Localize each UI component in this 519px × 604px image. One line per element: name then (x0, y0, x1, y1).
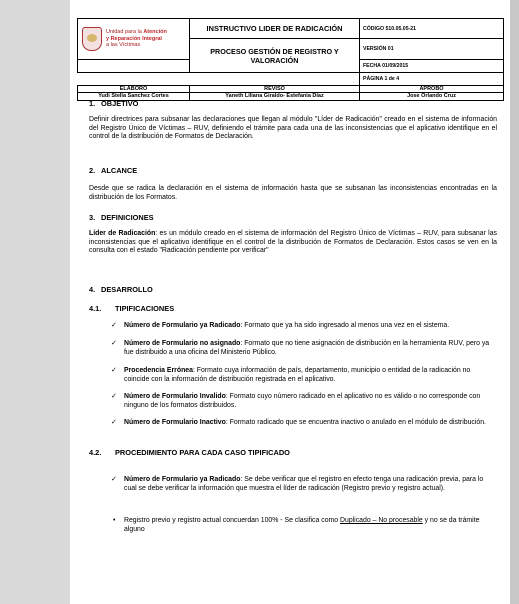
procedure-bullet: • Registro previo y registro actual concuerdan 100% - Se clasifica como Duplicado – No procesable y no se da trámite alguno (113, 517, 480, 533)
aprobo-name: Jose Orlando Cruz (360, 93, 504, 101)
coat-of-arms-icon (82, 27, 102, 51)
document-date: FECHA 01/09/2015 (360, 60, 504, 73)
reviso-name: Yaneth Liliana Giraldo- Estefania Díaz (190, 93, 360, 101)
checkmark-icon: ✓ (111, 367, 117, 374)
elaboro-name: Yudi Stella Sanchez Cortes (78, 93, 190, 101)
list-item: ✓ Número de Formulario ya Radicado: Formato que ya ha sido ingresado al menos una vez en el sistema. (111, 322, 450, 329)
checkmark-icon: ✓ (111, 340, 117, 347)
section-desarrollo-heading: 4. DESARROLLO (89, 285, 153, 294)
subsection-tipificaciones-heading: 4.1. TIPIFICACIONES (89, 304, 175, 313)
list-item: ✓ Número de Formulario Invalido: Formato cuyo número radicado en el aplicativo no es válido o no corresponde con ninguno de los formatos distribuidos. (111, 393, 481, 409)
procedure-item: ✓ Número de Formulario ya Radicado: Se debe verificar que el registro en efecto tenga una radicación previa, para lo cual se debe verificar la información que muestra el líder de radicación (Registro previo y registro actual). (111, 476, 484, 492)
checkmark-icon: ✓ (111, 322, 117, 329)
subsection-procedimiento-heading: 4.2. PROCEDIMIENTO PARA CADA CASO TIPIFICADO (89, 448, 290, 457)
logo-cell (78, 19, 190, 60)
section-definiciones-text: Líder de Radicación: es un módulo creado en el sistema de información del Registro Único de Víctimas – RUV, para subsanar las inconsistencias que el aplicativo identifique en el control de la distribución de Formatos de Declaración. Estos casos se ven en la consulta con el estado "Radicación pendiente por verificar" (89, 230, 497, 254)
section-alcance-text: Desde que se radica la declaración en el sistema de información hasta que se subsanan las inconsistencias encontradas en la distribución de los Formatos. (89, 185, 497, 201)
document-page (70, 0, 510, 604)
bullet-icon: • (113, 517, 116, 524)
document-header-table (77, 18, 504, 101)
document-code: CÓDIGO 510.05.05-21 (360, 19, 504, 39)
process-title: PROCESO GESTIÓN DE REGISTRO Y VALORACIÓN (190, 39, 360, 73)
list-item: ✓ Procedencia Errónea: Formato cuya información de país, departamento, municipio o entidad de la radicación no coincide con la información de distribución registrada en el aplicativo. (111, 367, 471, 383)
unidad-victimas-logo: Unidad para la Atención y Reparación Integral a las Víctimas (78, 27, 189, 51)
document-title: INSTRUCTIVO LIDER DE RADICACIÓN (190, 19, 360, 39)
section-objetivo-heading: 1. OBJETIVO (89, 99, 139, 108)
checkmark-icon: ✓ (111, 393, 117, 400)
checkmark-icon: ✓ (111, 419, 117, 426)
aprobo-header: APROBÓ (360, 86, 504, 93)
document-version: VERSIÓN 01 (360, 39, 504, 60)
section-definiciones-heading: 3. DEFINICIONES (89, 213, 154, 222)
list-item: ✓ Número de Formulario Inactivo: Formato radicado que se encuentra inactivo o anulado en el módulo de distribución. (111, 419, 486, 426)
section-objetivo-text: Definir directrices para subsanar las declaraciones que llegan al módulo "Líder de Radicación" creado en el sistema de información del Registro Único de Víctimas – RUV, definiendo el trámite para cada una de las inconsistencias que el aplicativo identifique en el control de la distribución de Formatos de Declaración. (89, 116, 497, 140)
elaboro-header: ELABORÓ (78, 86, 190, 93)
checkmark-icon: ✓ (111, 476, 117, 483)
page-number: PÁGINA 1 de 4 (360, 73, 504, 86)
section-alcance-heading: 2. ALCANCE (89, 166, 138, 175)
list-item: ✓ Número de Formulario no asignado: Formato que no tiene asignación de distribución en la herramienta RUV, pero ya fue distribuido a una oficina del Ministerio Público. (111, 340, 490, 356)
page-shadow (510, 0, 519, 604)
reviso-header: REVISÓ (190, 86, 360, 93)
